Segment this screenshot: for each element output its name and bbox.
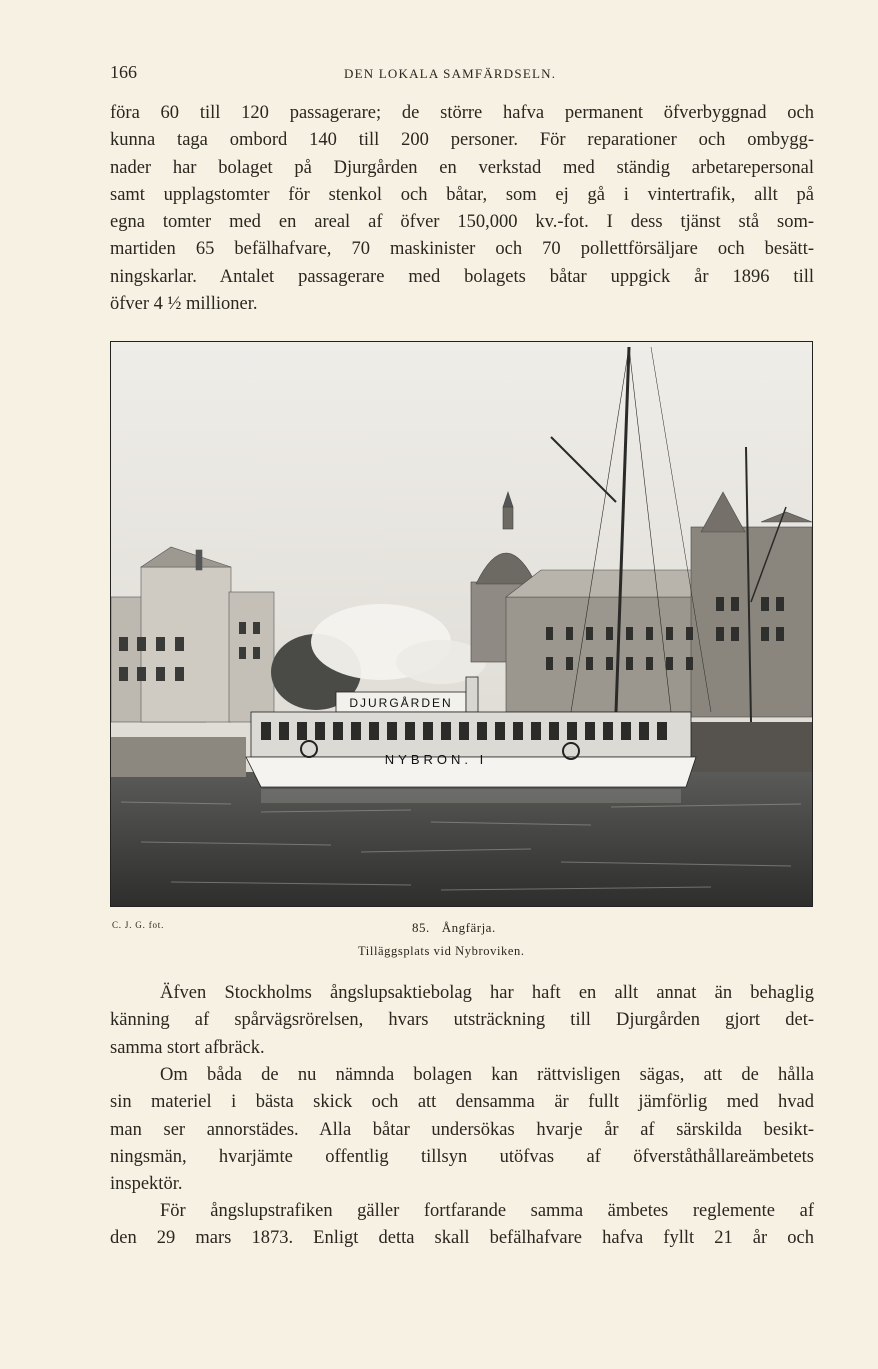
text-line: ningsmän, hvarjämte offentlig tillsyn utöfvas af öfverståthållareämbetets	[110, 1146, 814, 1167]
boat-sign: DJURGÅRDEN	[349, 696, 453, 710]
text-line: kunna taga ombord 140 till 200 personer. För reparationer och ombygg-	[110, 130, 814, 151]
text-line: ningskarlar. Antalet passagerare med bolagets båtar uppgick år 1896 till	[110, 266, 814, 287]
paragraph-bottom-1	[110, 980, 814, 1062]
photo-credit: C. J. G. fot.	[112, 920, 165, 930]
pier-left	[111, 737, 246, 777]
photo-steam-ferry	[110, 341, 813, 907]
harbor-illustration	[111, 342, 812, 906]
text-line: egna tomter med en areal af öfver 150,000 kv.-fot. I dess tjänst stå som-	[110, 212, 814, 233]
text-line: Äfven Stockholms ångslupsaktiebolag har haft en allt annat än behaglig	[160, 983, 814, 1003]
text-line: känning af spårvägsrörelsen, hvars utsträckning till Djurgården gjort det-	[110, 1010, 814, 1031]
figure-caption	[412, 920, 496, 936]
text-line: För ångslupstrafiken gäller fortfarande samma ämbetes reglemente af	[160, 1201, 814, 1221]
text-line: samt upplagstomter för stenkol och båtar, som ej gå i vintertrafik, allt på	[110, 184, 814, 205]
text-line: öfver 4 ½ millioner.	[110, 294, 258, 315]
figure-title: Ångfärja.	[441, 920, 496, 935]
text-line: man ser annorstädes. Alla båtar undersökas hvarje år af särskilda besikt-	[110, 1119, 814, 1140]
text-line: Om båda de nu nämnda bolagen kan rättvisligen sägas, att de hålla	[160, 1065, 814, 1085]
text-line: inspektör.	[110, 1174, 183, 1195]
hull-name: NYBRON. I	[384, 752, 488, 767]
paragraph-bottom-3	[110, 1198, 814, 1253]
text-line: nader har bolaget på Djurgården en verkstad med ständig arbetarepersonal	[110, 157, 814, 178]
ferry-windows	[261, 722, 667, 740]
paragraph-bottom-2	[110, 1062, 814, 1198]
moored-ships-right	[686, 722, 812, 772]
text-line: samma stort afbräck.	[110, 1037, 265, 1058]
text-line: den 29 mars 1873. Enligt detta skall befälhafvare hafva fyllt 21 år och	[110, 1228, 814, 1249]
text-line: föra 60 till 120 passagerare; de större hafva permanent öfverbyggnad och	[110, 103, 814, 123]
page-number: 166	[110, 62, 137, 82]
text-line: martiden 65 befälhafvare, 70 maskinister och 70 pollettförsäljare och besätt-	[110, 239, 814, 260]
text-line: sin materiel i bästa skick och att densamma är fullt jämförlig med hvad	[110, 1092, 814, 1113]
figure-subtitle: Tilläggsplats vid Nybroviken.	[358, 944, 525, 958]
figure-number: 85.	[412, 920, 430, 935]
running-title: DEN LOKALA SAMFÄRDSELN.	[344, 66, 557, 81]
ferry-reflection	[261, 789, 681, 803]
paragraph-top	[110, 100, 814, 318]
